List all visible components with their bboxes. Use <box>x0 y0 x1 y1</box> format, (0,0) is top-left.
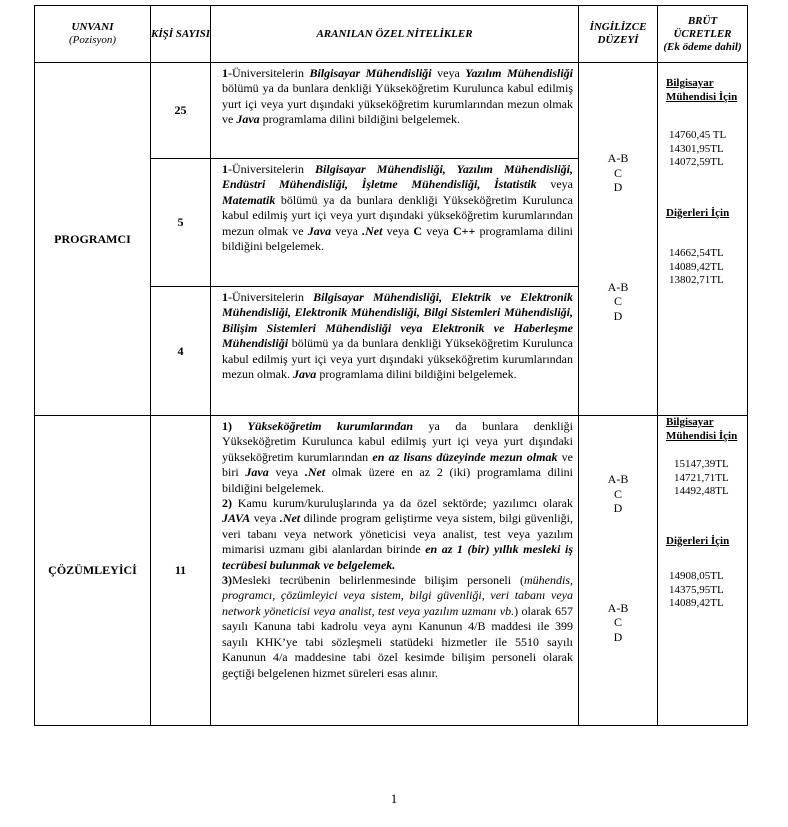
header-kisi <box>151 6 211 63</box>
cozumleyici-desc: 1) Yükseköğretim kurumlarından ya da bunlara denkliği Yükseköğretim Kurulunca kabul edilmiş yurt içi veya yurt dışındaki yükseköğretim kurumlarından en az lisans düzeyinde mezun olmak ve biri Java veya .Net olmak üzere en az 2 (iki) programlama dilini bildiğini belgelemek. 2) Kamu kurum/kuruluşlarında ya da özel sektörde; yazılımcı olarak JAVA veya .Net dilinde program geliştirme veya sistem, bilgi güvenliği, veri tabanı veya network yöneticisi veya analist, test veya yazılım mimarisi uzmanı gibi alanlardan birinde en az 1 (bir) yıllık mesleki iş tecrübesi bulunmak ve belgelemek. 3)Mesleki tecrübenin belirlenmesinde bilişim personeli (mühendis, programcı, çözümleyici veya sistem, bilgi güvenliği, veri tabanı veya network yöneticisi veya analist, test veya yazılım uzmanı vb.) olarak 657 sayılı Kanuna tabi kadrolu veya aynı Kanunun 4/B maddesi ile 399 sayılı KHK’ye tabi sözleşmeli statüdeki hizmetler ile 5510 sayılı Kanunun 4/a maddesine tabi özel kesimde bilişim personeli olarak geçtiği belgelenen hizmet süreleri esas alınır. <box>211 416 579 726</box>
cozumleyici-pay-title-1: Bilgisayar Mühendisi İçin <box>666 416 738 442</box>
header-ingilizce-label: İNGİLİZCE DÜZEYİ <box>589 21 647 46</box>
programci-levels-group-2 <box>579 280 657 324</box>
level-item: D <box>613 501 623 515</box>
programci-levels-group-1 <box>579 151 657 195</box>
header-nitelikler-label: ARANILAN ÖZEL NİTELİKLER <box>316 27 473 40</box>
programci-count-2: 5 <box>151 159 211 287</box>
level-item: A-B <box>607 279 629 294</box>
header-nitelikler <box>211 6 579 63</box>
pay-value: 14721,71TL <box>674 471 729 484</box>
programci-row-1 <box>35 63 748 159</box>
programci-pay <box>658 63 748 416</box>
header-unvan-label: UNVANI <box>71 21 114 33</box>
cozumleyici-position: ÇÖZÜMLEYİCİ <box>35 416 151 726</box>
level-item: A-B <box>607 600 629 615</box>
pay-value: 14760,45 TL <box>669 129 727 141</box>
header-ek-odeme-label: (Ek ödeme dahil) <box>663 40 742 53</box>
level-item: D <box>613 629 623 644</box>
level-item: A-B <box>607 472 629 486</box>
cozumleyici-levels-group-1 <box>579 472 657 516</box>
programci-desc-2: 1-Üniversitelerin Bilgisayar Mühendisliği, Yazılım Mühendisliği, Endüstri Mühendisliği, İşletme Mühendisliği, İstatistik veya Matematik bölümü ya da bunlara denkliği Yükseköğretim Kurulunca kabul edilmiş yurt içi veya yurt dışındaki yükseköğretim kurumlarından mezun olmak ve Java veya .Net veya C veya C++ programlama dilini bildiğini belgelemek. <box>211 159 579 287</box>
header-row <box>35 6 748 63</box>
level-item: C <box>613 294 622 308</box>
header-kisi-label: KİŞİ SAYISI <box>151 27 211 40</box>
programci-pay-title-2: Diğerleri İçin <box>666 206 730 219</box>
level-item: C <box>613 165 622 180</box>
pay-value: 14089,42TL <box>669 597 724 609</box>
pay-value: 14089,42TL <box>669 260 724 273</box>
pay-value: 14492,48TL <box>674 485 729 497</box>
cozumleyici-pay-title-2: Diğerleri İçin <box>666 534 730 547</box>
programci-count-3: 4 <box>151 287 211 416</box>
level-item: D <box>613 308 623 323</box>
pay-value: 14375,95TL <box>669 583 724 596</box>
page-number: 1 <box>390 791 398 806</box>
cozumleyici-count: 11 <box>151 416 211 726</box>
pay-value: 14072,59TL <box>669 156 724 168</box>
cozumleyici-pay <box>658 416 748 726</box>
programci-position: PROGRAMCI <box>35 63 151 416</box>
cozumleyici-row <box>35 416 748 726</box>
cozumleyici-levels <box>579 416 658 726</box>
level-item: D <box>613 180 623 194</box>
header-pozisyon-label: (Pozisyon) <box>68 34 117 46</box>
programci-count-1: 25 <box>151 63 211 159</box>
programci-levels <box>579 63 658 416</box>
pay-value: 13802,71TL <box>669 274 724 286</box>
level-item: C <box>613 615 622 629</box>
programci-desc-3: 1-Üniversitelerin Bilgisayar Mühendisliği, Elektrik ve Elektronik Mühendisliği, Elektronik Mühendisliği, Bilgi Sistemleri Mühendisliği, Bilişim Sistemleri Mühendisliği veya Elektronik ve Haberleşme Mühendisliği bölümü ya da bunlara denkliği Yükseköğretim Kurulunca kabul edilmiş yurt içi veya yurt dışındaki yükseköğretim kurumlarından mezun olmak. Java programlama dilini bildiğini belgelemek. <box>211 287 579 416</box>
positions-table <box>34 5 748 726</box>
level-item: A-B <box>607 151 629 165</box>
header-ingilizce <box>579 6 658 63</box>
level-item: C <box>613 486 622 501</box>
pay-value: 14301,95TL <box>669 142 724 155</box>
pay-value: 15147,39TL <box>674 458 729 470</box>
cozumleyici-levels-group-2 <box>579 601 657 645</box>
header-brut <box>658 6 748 63</box>
pay-value: 14908,05TL <box>669 570 724 582</box>
programci-pay-title-1: Bilgisayar Mühendisi İçin <box>666 77 738 103</box>
programci-desc-1: 1-Üniversitelerin Bilgisayar Mühendisliği veya Yazılım Mühendisliği bölümü ya da bunlara denkliği Yükseköğretim Kurulunca kabul edilmiş yurt içi veya yurt dışındaki yükseköğretim kurumlarından mezun olmak ve Java programlama dilini bildiğini belgelemek. <box>211 63 579 159</box>
header-brut-label: BRÜT ÜCRETLER <box>673 14 732 40</box>
pay-value: 14662,54TL <box>669 247 724 259</box>
header-unvan <box>35 6 151 63</box>
